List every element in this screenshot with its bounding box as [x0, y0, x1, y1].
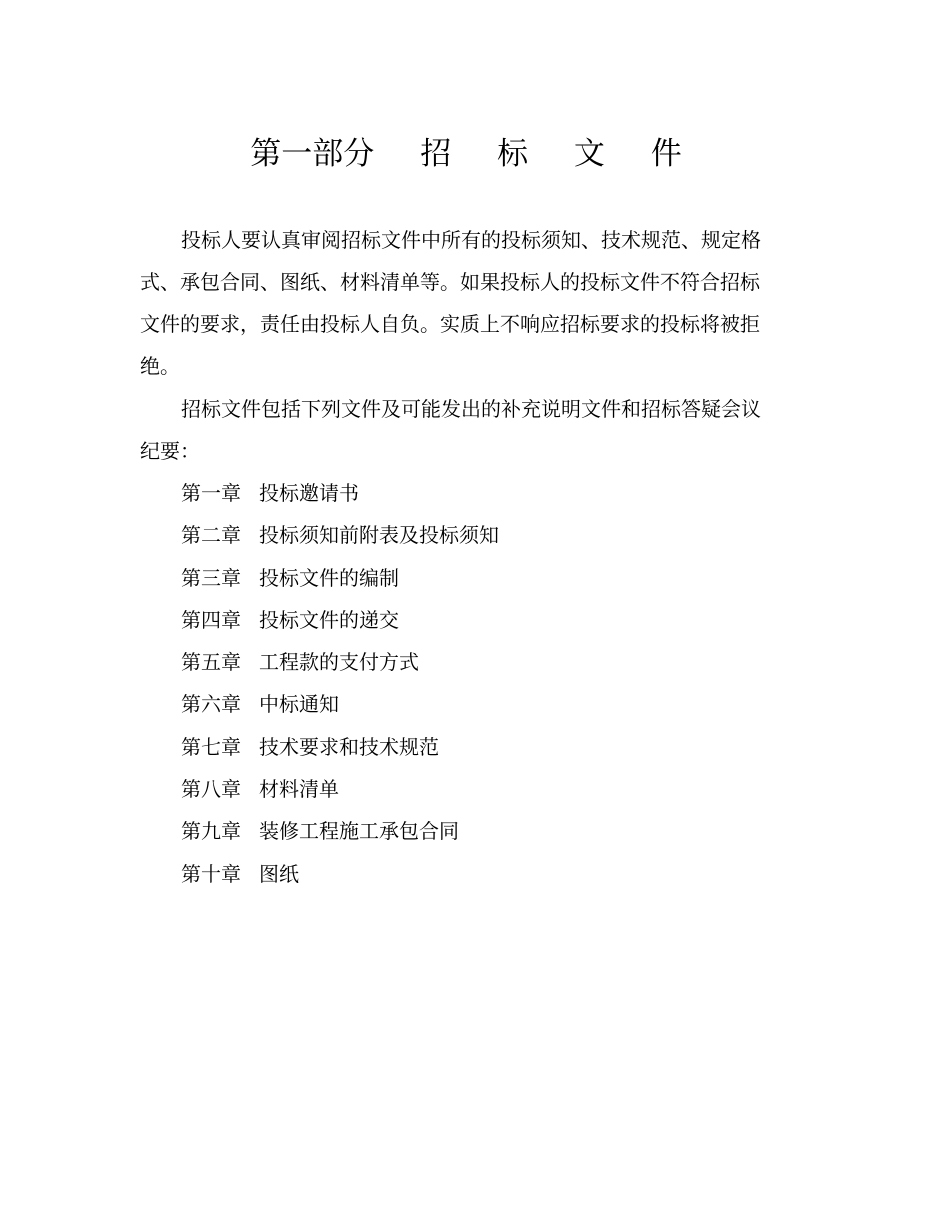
chapter-title: 图纸 [259, 861, 299, 886]
chapter-number: 第九章 [181, 819, 241, 844]
chapter-list [181, 472, 499, 895]
chapter-number: 第五章 [181, 650, 241, 675]
chapter-title: 技术要求和技术规范 [259, 734, 439, 759]
chapter-item [181, 514, 499, 556]
chapter-item [181, 599, 499, 641]
title-part: 第一部分 [250, 136, 375, 172]
intro-paragraph: 投标人要认真审阅招标文件中所有的投标须知、技术规范、规定格式、承包合同、图纸、材料清单等。如果投标人的投标文件不符合招标文件的要求，责任由投标人自负。实质上不响应招标要求的投标将被拒绝。 [140, 228, 761, 378]
chapter-title: 中标通知 [259, 692, 339, 717]
chapter-item [181, 472, 499, 514]
chapter-number: 第三章 [181, 565, 241, 590]
chapter-title: 投标邀请书 [259, 481, 359, 505]
chapter-item [181, 726, 499, 768]
chapter-number: 第十章 [181, 861, 241, 886]
chapter-number: 第七章 [181, 734, 241, 759]
chapter-title: 投标文件的编制 [259, 565, 399, 590]
page-title [0, 132, 950, 176]
chapter-item [181, 683, 499, 725]
chapter-title: 工程款的支付方式 [259, 650, 419, 675]
title-name: 招 标 文 件 [420, 136, 700, 172]
chapter-item [181, 853, 499, 895]
chapter-number: 第八章 [181, 777, 241, 802]
chapter-title: 材料清单 [259, 777, 339, 802]
chapter-item [181, 810, 499, 852]
chapter-number: 第四章 [181, 607, 241, 632]
chapter-title: 装修工程施工承包合同 [259, 819, 459, 844]
chapter-number: 第六章 [181, 692, 241, 717]
chapter-title: 投标文件的递交 [259, 607, 399, 632]
contents-intro-paragraph: 招标文件包括下列文件及可能发出的补充说明文件和招标答疑会议纪要： [140, 397, 761, 463]
chapter-number: 第一章 [181, 481, 241, 505]
chapter-item [181, 557, 499, 599]
chapter-item [181, 641, 499, 683]
chapter-number: 第二章 [181, 523, 241, 548]
chapter-item [181, 768, 499, 810]
chapter-title: 投标须知前附表及投标须知 [259, 523, 499, 548]
